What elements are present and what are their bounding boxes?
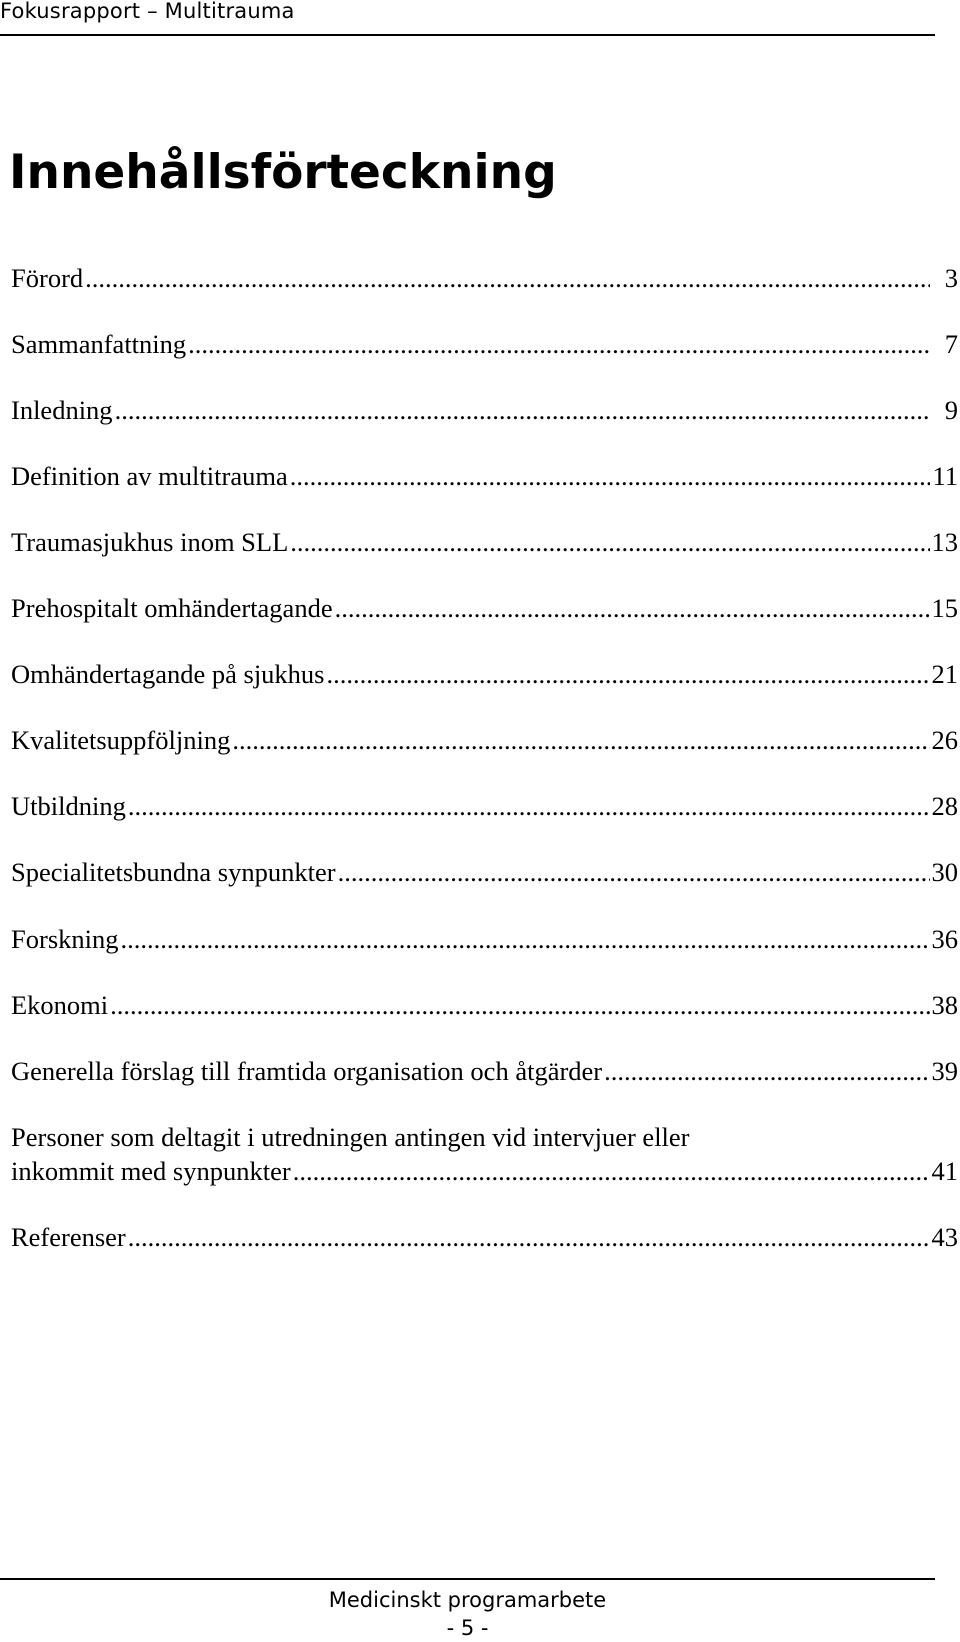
toc-entry-title: Traumasjukhus inom SLL xyxy=(11,527,289,557)
toc-dot-leader xyxy=(293,1154,930,1188)
toc-page-number: 13 xyxy=(931,527,958,557)
toc-entry-specialitetsbundna[interactable] xyxy=(11,855,958,889)
toc-entry-kvalitetsuppfoljning[interactable] xyxy=(11,723,958,757)
toc-dot-leader xyxy=(290,459,930,493)
toc-entry-title: Inledning xyxy=(11,395,113,425)
toc-dot-leader xyxy=(232,723,929,757)
page-title: Innehållsförteckning xyxy=(9,145,557,200)
footer-page-number: - 5 - xyxy=(446,1616,489,1640)
toc-entry-prehospitalt[interactable] xyxy=(11,591,958,625)
toc-entry-inledning[interactable] xyxy=(11,393,958,427)
toc-entry-title: Omhändertagande på sjukhus xyxy=(11,659,325,689)
toc-dot-leader xyxy=(128,1220,930,1254)
toc-entry-referenser[interactable] xyxy=(11,1220,958,1254)
toc-entry-title: Forskning xyxy=(11,924,119,954)
toc-entry-title: Sammanfattning xyxy=(11,329,187,359)
toc-entry-title-line1: Personer som deltagit i utredningen antingen vid intervjuer eller xyxy=(11,1122,690,1152)
toc-entry-omhandertagande-sjukhus[interactable] xyxy=(11,657,958,691)
toc-entry-title: Ekonomi xyxy=(11,990,109,1020)
toc-entry-forskning[interactable] xyxy=(11,922,958,956)
toc-page-number: 9 xyxy=(944,395,958,425)
toc-dot-leader xyxy=(85,261,930,295)
toc-dot-leader xyxy=(327,657,930,691)
toc-entry-traumasjukhus[interactable] xyxy=(11,525,958,559)
toc-dot-leader xyxy=(128,789,930,823)
toc-page-number: 39 xyxy=(931,1056,958,1086)
header-title: Fokusrapport – Multitrauma xyxy=(0,0,295,23)
toc-page-number: 7 xyxy=(944,329,958,359)
toc-dot-leader xyxy=(335,591,930,625)
page-header xyxy=(0,0,935,36)
toc-entry-sammanfattning[interactable] xyxy=(11,327,958,361)
toc-entry-personer[interactable] xyxy=(11,1120,958,1188)
toc-page-number: 28 xyxy=(931,791,958,821)
toc-page-number: 11 xyxy=(932,461,958,491)
toc-entry-title: Specialitetsbundna synpunkter xyxy=(11,857,336,887)
toc-dot-leader xyxy=(290,525,929,559)
toc-page-number: 15 xyxy=(931,593,958,623)
toc-entry-generella-forslag[interactable] xyxy=(11,1054,958,1088)
toc-dot-leader xyxy=(188,327,930,361)
toc-entry-forord[interactable] xyxy=(11,261,958,295)
toc-dot-leader xyxy=(338,855,930,889)
toc-dot-leader xyxy=(121,922,930,956)
toc-page-number: 30 xyxy=(931,857,958,887)
toc-entry-title: Generella förslag till framtida organisation och åtgärder xyxy=(11,1056,603,1086)
toc-page-number: 43 xyxy=(931,1222,958,1252)
toc-entry-title: inkommit med synpunkter xyxy=(11,1156,291,1186)
toc-page-number: 26 xyxy=(931,725,958,755)
toc-entry-title: Prehospitalt omhändertagande xyxy=(11,593,333,623)
toc-dot-leader xyxy=(110,988,929,1022)
footer-organization: Medicinskt programarbete xyxy=(328,1588,607,1612)
toc-page-number: 38 xyxy=(931,990,958,1020)
toc-dot-leader xyxy=(604,1054,929,1088)
toc-dot-leader xyxy=(115,393,930,427)
toc-page-number: 36 xyxy=(931,924,958,954)
toc-entry-ekonomi[interactable] xyxy=(11,988,958,1022)
toc-page-number: 3 xyxy=(944,263,958,293)
toc-entry-title: Förord xyxy=(11,263,84,293)
toc-entry-title: Referenser xyxy=(11,1222,126,1252)
toc-entry-title: Kvalitetsuppföljning xyxy=(11,725,231,755)
toc-entry-title: Utbildning xyxy=(11,791,126,821)
page-footer xyxy=(0,1578,935,1642)
toc-page-number: 21 xyxy=(931,659,958,689)
toc-page-number: 41 xyxy=(931,1156,958,1186)
toc-entry-title: Definition av multitrauma xyxy=(11,461,288,491)
toc-entry-utbildning[interactable] xyxy=(11,789,958,823)
toc-entry-definition[interactable] xyxy=(11,459,958,493)
